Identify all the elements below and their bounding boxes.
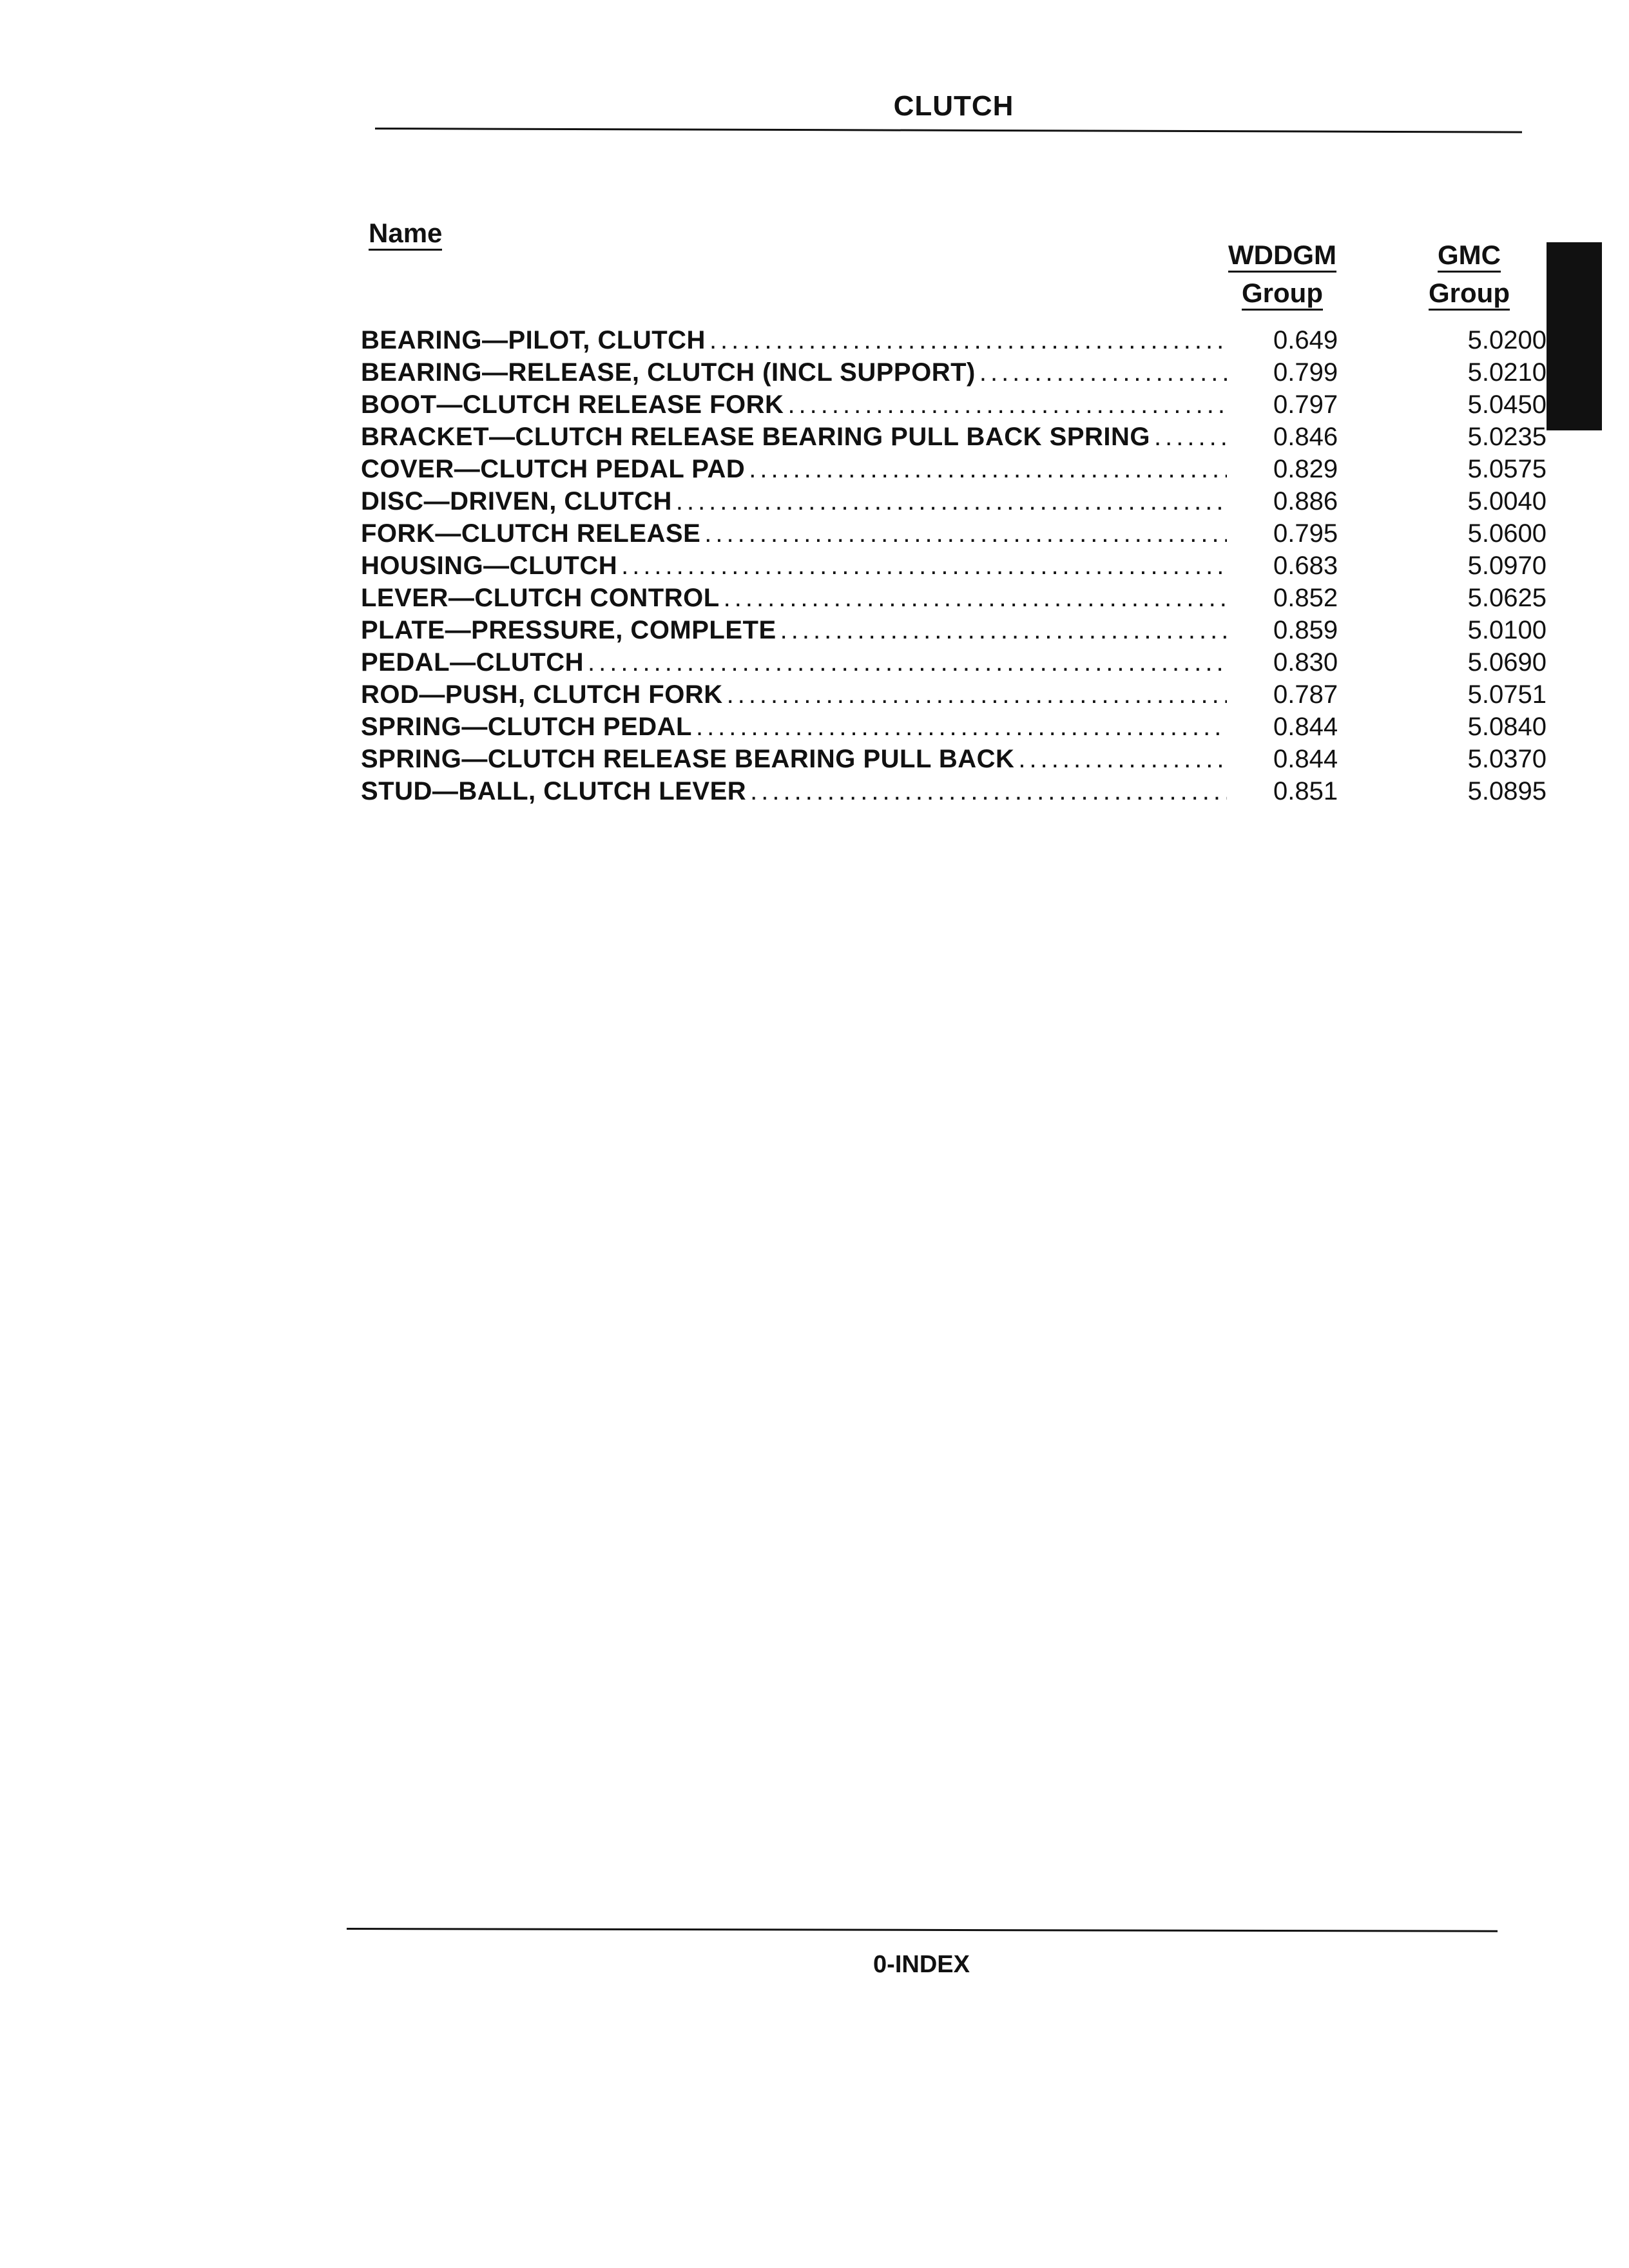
gmc-group: 5.0690	[1467, 648, 1547, 677]
dot-leader	[780, 616, 1227, 645]
wddgm-group: 0.829	[1273, 455, 1338, 483]
wddgm-group: 0.797	[1273, 390, 1338, 419]
dot-leader	[1154, 423, 1227, 452]
dot-leader	[750, 777, 1227, 806]
gmc-group: 5.0575	[1467, 455, 1547, 483]
part-name: DISC—DRIVEN, CLUTCH	[361, 487, 672, 515]
table-row	[361, 777, 1547, 809]
table-row	[361, 745, 1547, 777]
part-name: BOOT—CLUTCH RELEASE FORK	[361, 390, 784, 419]
wddgm-group: 0.851	[1273, 777, 1338, 805]
gmc-group: 5.0751	[1467, 680, 1547, 709]
wddgm-group: 0.844	[1273, 745, 1338, 773]
column-header-name-label: Name	[369, 219, 442, 251]
part-name: FORK—CLUTCH RELEASE	[361, 519, 701, 548]
part-name: BEARING—RELEASE, CLUTCH (INCL SUPPORT)	[361, 358, 976, 387]
table-row	[361, 487, 1547, 519]
part-name: LEVER—CLUTCH CONTROL	[361, 584, 720, 612]
part-name: PLATE—PRESSURE, COMPLETE	[361, 616, 776, 644]
wddgm-group: 0.844	[1273, 713, 1338, 741]
wddgm-group: 0.795	[1273, 519, 1338, 548]
footer-rule	[347, 1928, 1498, 1932]
part-name: ROD—PUSH, CLUTCH FORK	[361, 680, 723, 709]
dot-leader	[724, 584, 1227, 613]
part-name: PEDAL—CLUTCH	[361, 648, 584, 677]
dot-leader	[704, 519, 1227, 548]
table-row	[361, 552, 1547, 584]
dot-leader	[696, 713, 1227, 742]
gmc-group: 5.0210	[1467, 358, 1547, 387]
table-row	[361, 648, 1547, 680]
dot-leader	[588, 648, 1227, 677]
header-rule	[375, 128, 1522, 133]
dot-leader	[979, 358, 1227, 387]
dot-leader	[727, 680, 1227, 709]
gmc-group: 5.0895	[1467, 777, 1547, 805]
part-name: SPRING—CLUTCH PEDAL	[361, 713, 692, 741]
column-header-name	[369, 218, 442, 251]
gmc-group: 5.0200	[1467, 326, 1547, 354]
column-header-wddgm-line2: Group	[1242, 279, 1323, 311]
dot-leader	[1018, 745, 1227, 774]
wddgm-group: 0.886	[1273, 487, 1338, 515]
part-name: SPRING—CLUTCH RELEASE BEARING PULL BACK	[361, 745, 1015, 773]
gmc-group: 5.0100	[1467, 616, 1547, 644]
table-row	[361, 713, 1547, 745]
wddgm-group: 0.830	[1273, 648, 1338, 677]
wddgm-group: 0.846	[1273, 423, 1338, 451]
part-name: HOUSING—CLUTCH	[361, 552, 618, 580]
index-table	[361, 326, 1547, 809]
dot-leader	[709, 326, 1227, 355]
table-row	[361, 584, 1547, 616]
wddgm-group: 0.683	[1273, 552, 1338, 580]
table-row	[361, 519, 1547, 552]
index-tab-marker	[1547, 242, 1602, 430]
gmc-group: 5.0840	[1467, 713, 1547, 741]
gmc-group: 5.0235	[1467, 423, 1547, 451]
part-name: COVER—CLUTCH PEDAL PAD	[361, 455, 746, 483]
table-row	[361, 326, 1547, 358]
part-name: BEARING—PILOT, CLUTCH	[361, 326, 706, 354]
table-row	[361, 423, 1547, 455]
gmc-group: 5.0040	[1467, 487, 1547, 515]
dot-leader	[787, 390, 1227, 419]
wddgm-group: 0.852	[1273, 584, 1338, 612]
page-footer: 0-INDEX	[873, 1951, 970, 1978]
column-header-gmc-line2: Group	[1429, 279, 1510, 311]
gmc-group: 5.0370	[1467, 745, 1547, 773]
column-header-wddgm	[1211, 240, 1353, 311]
wddgm-group: 0.799	[1273, 358, 1338, 387]
table-row	[361, 455, 1547, 487]
gmc-group: 5.0625	[1467, 584, 1547, 612]
column-header-wddgm-line1: WDDGM	[1228, 241, 1336, 273]
column-header-gmc-line1: GMC	[1438, 241, 1501, 273]
gmc-group: 5.0600	[1467, 519, 1547, 548]
dot-leader	[621, 552, 1227, 581]
page-title: CLUTCH	[893, 90, 1014, 122]
dot-leader	[749, 455, 1227, 484]
part-name: BRACKET—CLUTCH RELEASE BEARING PULL BACK SPRING	[361, 423, 1151, 451]
table-row	[361, 616, 1547, 648]
gmc-group: 5.0970	[1467, 552, 1547, 580]
gmc-group: 5.0450	[1467, 390, 1547, 419]
column-header-gmc	[1398, 240, 1540, 311]
table-row	[361, 358, 1547, 390]
part-name: STUD—BALL, CLUTCH LEVER	[361, 777, 747, 805]
table-row	[361, 680, 1547, 713]
dot-leader	[676, 487, 1227, 516]
wddgm-group: 0.859	[1273, 616, 1338, 644]
wddgm-group: 0.649	[1273, 326, 1338, 354]
table-row	[361, 390, 1547, 423]
wddgm-group: 0.787	[1273, 680, 1338, 709]
